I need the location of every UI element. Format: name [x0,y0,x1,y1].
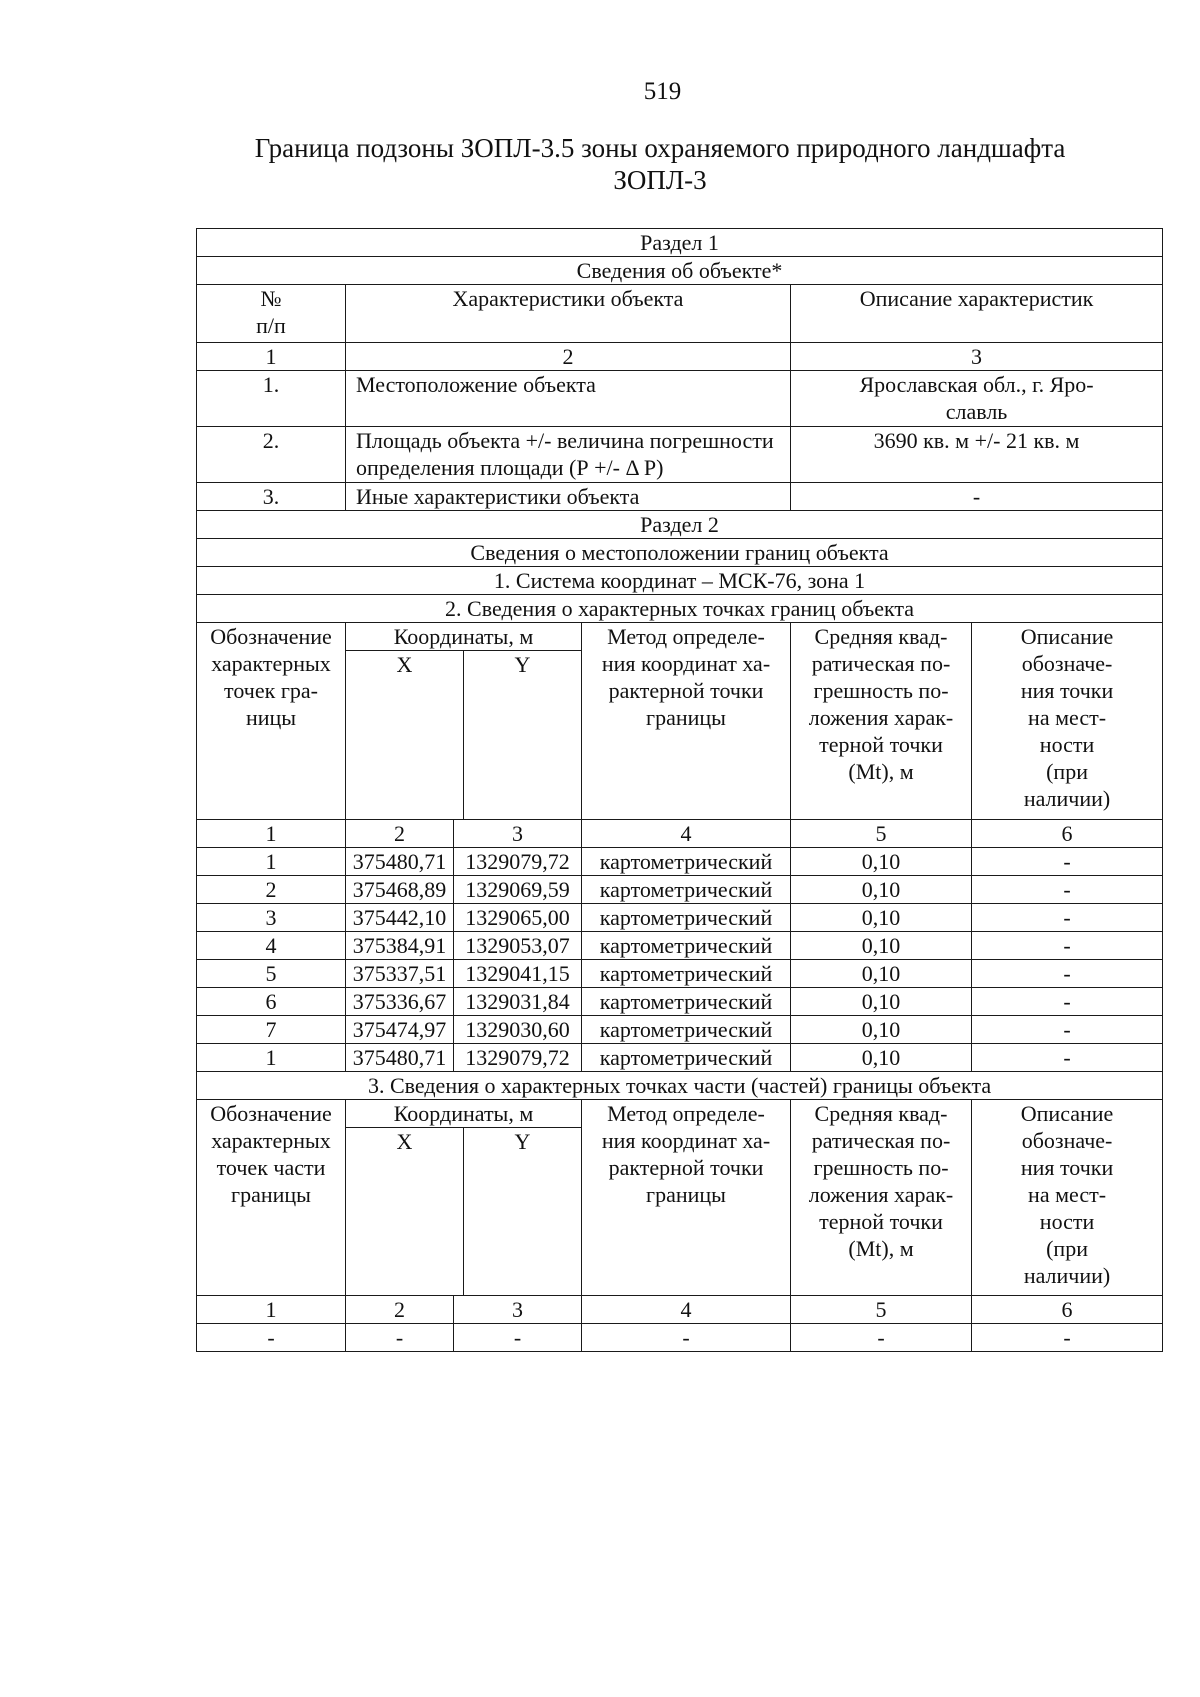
header-error: Средняя квад- ратическая по- грешность по- ложения харак- терной точки (Mt), м [791,623,972,820]
table-row [197,931,1163,959]
point-id: 1 [197,847,346,875]
point-error: 0,10 [791,931,972,959]
point-method: картометрический [582,931,791,959]
row-number: 1. [197,371,346,427]
table-row [197,959,1163,987]
part-point-y: - [454,1324,582,1352]
point-y: 1329069,59 [454,875,582,903]
col-number-cell: 3 [791,343,1163,371]
point-method: картометрический [582,847,791,875]
point-id: 5 [197,959,346,987]
col-number-cell: 1 [197,1296,346,1324]
parts-header-y: Y [514,1128,531,1154]
point-id: 2 [197,875,346,903]
point-y: 1329053,07 [454,931,582,959]
parts-header-designation: Обозначение характерных точек части границы [197,1099,346,1296]
point-id: 6 [197,987,346,1015]
col-number-cell: 5 [791,819,972,847]
section1-subheading: Сведения об объекте* [197,257,1163,285]
row-number: 3. [197,483,346,511]
coordinates-subheader [346,623,581,819]
point-error: 0,10 [791,1043,972,1071]
point-description: - [972,903,1163,931]
header-y: Y [514,652,531,677]
part-point-error: - [791,1324,972,1352]
point-x: 375474,97 [346,1015,454,1043]
col-number-cell: 3 [454,1296,582,1324]
part-point-method: - [582,1324,791,1352]
point-error: 0,10 [791,875,972,903]
point-description: - [972,1015,1163,1043]
col-number-cell: 2 [346,819,454,847]
point-method: картометрический [582,875,791,903]
table-row [197,1015,1163,1043]
table-row [197,875,1163,903]
header-method: Метод определе- ния координат ха- рактерной точки границы [582,623,791,820]
characteristic-value: - [791,483,1163,511]
col-number-cell: 4 [582,1296,791,1324]
section2-heading: Раздел 2 [197,511,1163,539]
section2-subheading: Сведения о местоположении границ объекта [197,539,1163,567]
row-number: 2. [197,427,346,483]
col-number-cell: 6 [972,819,1163,847]
point-x: 375468,89 [346,875,454,903]
point-y: 1329079,72 [454,847,582,875]
point-description: - [972,987,1163,1015]
point-id: 3 [197,903,346,931]
header-designation: Обозначение характерных точек гра- ницы [197,623,346,820]
table-row [197,847,1163,875]
boundary-table [196,228,1163,1352]
point-y: 1329031,84 [454,987,582,1015]
point-method: картометрический [582,959,791,987]
point-y: 1329065,00 [454,903,582,931]
point-id: 4 [197,931,346,959]
point-method: картометрический [582,1015,791,1043]
point-y: 1329041,15 [454,959,582,987]
col-number-cell: 2 [346,343,791,371]
col-header-number: № п/п [197,285,346,343]
point-y: 1329030,60 [454,1015,582,1043]
col-header-description: Описание характеристик [791,285,1163,343]
table-row [197,1324,1163,1352]
table-row [197,903,1163,931]
point-method: картометрический [582,903,791,931]
col-number-cell: 1 [197,819,346,847]
col-header-characteristics: Характеристики объекта [346,285,791,343]
parts-header-x: X [346,1127,464,1295]
header-x: X [346,651,464,819]
parts-coordinates-subheader [346,1100,581,1296]
parts-header-coords-label: Координаты, м [346,1100,581,1128]
title-line-1: Граница подзоны ЗОПЛ-3.5 зоны охраняемого природного ландшафта [254,133,1066,163]
col-number-cell: 4 [582,819,791,847]
parts-header-method: Метод определе- ния координат ха- рактерной точки границы [582,1099,791,1296]
points-heading: 2. Сведения о характерных точках границ объекта [197,595,1163,623]
point-y: 1329079,72 [454,1043,582,1071]
point-id: 7 [197,1015,346,1043]
document-title [200,132,1120,196]
col-number-cell: 6 [972,1296,1163,1324]
header-coords-label: Координаты, м [346,623,581,651]
parts-header-coordinates [346,1099,582,1296]
point-error: 0,10 [791,959,972,987]
point-method: картометрический [582,987,791,1015]
coordinate-system: 1. Система координат – МСК-76, зона 1 [197,567,1163,595]
point-x: 375480,71 [346,847,454,875]
col-number-cell: 3 [454,819,582,847]
point-x: 375336,67 [346,987,454,1015]
point-description: - [972,1043,1163,1071]
point-error: 0,10 [791,903,972,931]
table-row [197,987,1163,1015]
characteristic-name: Площадь объекта +/- величина погрешности определения площади (Р +/- Δ Р) [346,427,791,483]
parts-heading: 3. Сведения о характерных точках части (частей) границы объекта [197,1071,1163,1099]
point-description: - [972,959,1163,987]
characteristic-name: Местоположение объекта [346,371,791,427]
col-number-cell: 1 [197,343,346,371]
section1-heading: Раздел 1 [197,229,1163,257]
point-description: - [972,931,1163,959]
page-number: 519 [643,78,682,105]
point-description: - [972,847,1163,875]
col-number-cell: 5 [791,1296,972,1324]
title-line-2: ЗОПЛ-3 [613,165,707,195]
parts-header-description: Описание обозначе- ния точки на мест- ности (при наличии) [972,1099,1163,1296]
point-error: 0,10 [791,987,972,1015]
point-error: 0,10 [791,847,972,875]
point-x: 375480,71 [346,1043,454,1071]
parts-header-error: Средняя квад- ратическая по- грешность по- ложения харак- терной точки (Mt), м [791,1099,972,1296]
point-x: 375384,91 [346,931,454,959]
characteristic-name: Иные характеристики объекта [346,483,791,511]
point-x: 375442,10 [346,903,454,931]
characteristic-value: Ярославская обл., г. Яро- славль [791,371,1163,427]
point-description: - [972,875,1163,903]
part-point-x: - [346,1324,454,1352]
characteristic-value: 3690 кв. м +/- 21 кв. м [791,427,1163,483]
point-x: 375337,51 [346,959,454,987]
part-point-description: - [972,1324,1163,1352]
point-id: 1 [197,1043,346,1071]
col-number-cell: 2 [346,1296,454,1324]
header-coordinates [346,623,582,820]
header-description: Описание обозначе- ния точки на мест- ности (при наличии) [972,623,1163,820]
table-row [197,1043,1163,1071]
point-method: картометрический [582,1043,791,1071]
part-point-id: - [197,1324,346,1352]
point-error: 0,10 [791,1015,972,1043]
